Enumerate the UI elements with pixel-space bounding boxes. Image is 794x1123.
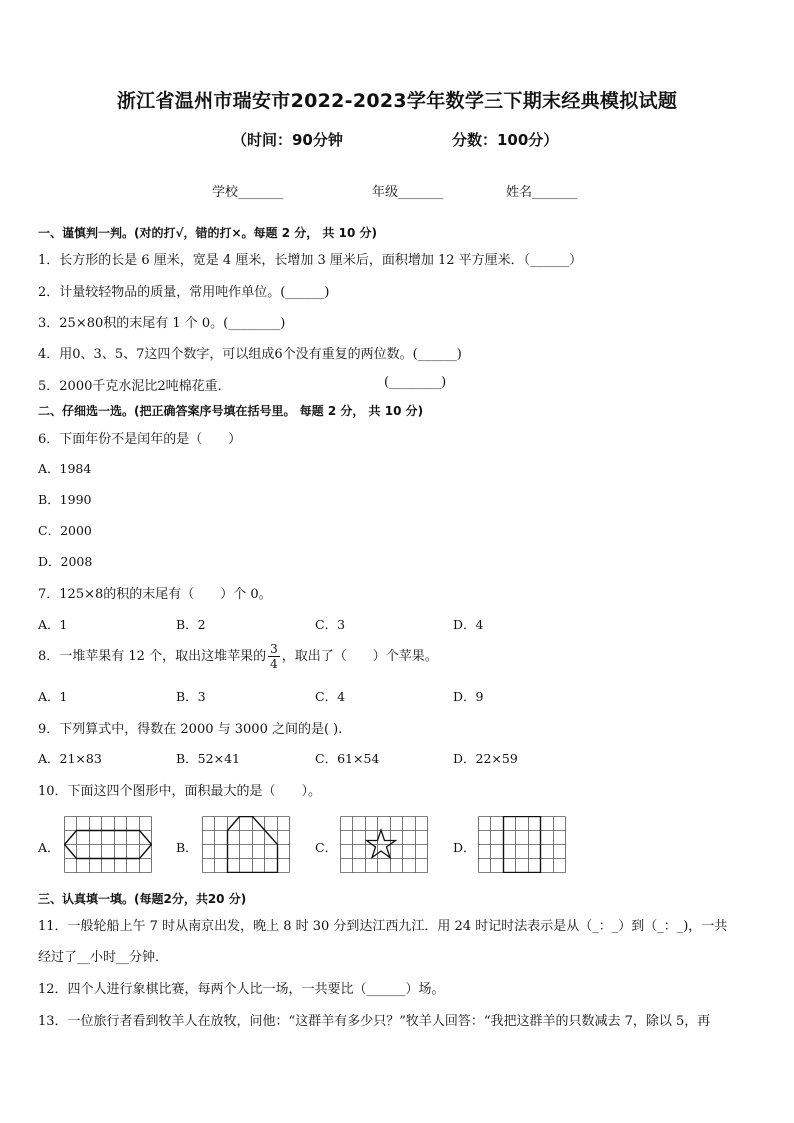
page-title: 浙江省温州市瑞安市2022-2023学年数学三下期末经典模拟试题 bbox=[116, 90, 678, 112]
fraction bbox=[268, 642, 280, 671]
question-8 bbox=[38, 642, 438, 671]
grade-field: 年级_______ bbox=[372, 185, 444, 200]
question-12: 12．四个人进行象棋比赛，每两个人比一场，一共要比（______）场。 bbox=[38, 982, 445, 997]
q8-option-d: D．9 bbox=[453, 689, 484, 704]
q6-option-a: A．1984 bbox=[38, 461, 92, 476]
question-10: 10．下面这四个图形中，面积最大的是（ ）。 bbox=[38, 784, 322, 799]
q7-option-d: D．4 bbox=[453, 617, 484, 632]
q10-label-b: B． bbox=[176, 840, 198, 855]
fraction-denominator: 4 bbox=[270, 657, 278, 671]
q9-option-d: D．22×59 bbox=[453, 751, 518, 766]
q8-option-c: C．4 bbox=[315, 689, 346, 704]
q10-label-a: A． bbox=[38, 840, 60, 855]
question-5: 5．2000千克水泥比2吨棉花重． bbox=[38, 379, 231, 394]
question-11: 11．一般轮船上午 7 时从南京出发，晚上 8 时 30 分到达江西九江．用 24 时记时法表示是从（_：_）到（_：_)，一共 bbox=[38, 919, 728, 934]
q7-option-b: B．2 bbox=[176, 617, 206, 632]
section-2-heading: 二、仔细选一选。(把正确答案序号填在括号里。 每题 2 分， 共 10 分) bbox=[38, 404, 424, 418]
question-13: 13．一位旅行者看到牧羊人在放牧，问他：“这群羊有多少只？”牧羊人回答：“我把这群羊的只数减去 7，除以 5，再 bbox=[38, 1014, 711, 1029]
exam-score: 分数：100分） bbox=[452, 131, 559, 149]
question-8-text-a: 8．一堆苹果有 12 个，取出这堆苹果的 bbox=[38, 649, 267, 664]
figure-d-rectangle bbox=[478, 816, 566, 873]
q8-option-b: B．3 bbox=[176, 689, 206, 704]
figure-a-hexagon bbox=[64, 816, 152, 873]
q10-label-d: D． bbox=[453, 840, 476, 855]
exam-time: （时间：90分钟 bbox=[232, 131, 343, 149]
q9-option-c: C．61×54 bbox=[315, 751, 380, 766]
school-field: 学校_______ bbox=[212, 185, 284, 200]
question-8-text-b: ，取出了（ ）个苹果。 bbox=[281, 649, 438, 664]
q6-option-b: B．1990 bbox=[38, 492, 92, 507]
question-2: 2．计量较轻物品的质量，常用吨作单位。(______) bbox=[38, 285, 330, 300]
section-1-heading: 一、谨慎判一判。(对的打√，错的打×。每题 2 分， 共 10 分) bbox=[38, 226, 377, 240]
q8-option-a: A．1 bbox=[38, 689, 68, 704]
figure-b-pentagon bbox=[202, 816, 290, 873]
question-9: 9．下列算式中，得数在 2000 与 3000 之间的是( ). bbox=[38, 722, 343, 737]
name-field: 姓名_______ bbox=[506, 185, 578, 200]
question-11-cont: 经过了__小时__分钟． bbox=[38, 950, 169, 965]
question-1: 1．长方形的长是 6 厘米，宽是 4 厘米，长增加 3 厘米后，面积增加 12 平方厘米．（______） bbox=[38, 253, 583, 268]
figure-c-star bbox=[340, 816, 428, 873]
fraction-numerator: 3 bbox=[270, 642, 278, 656]
question-3: 3．25×80积的末尾有 1 个 0。(________) bbox=[38, 316, 286, 331]
question-5-blank: (________) bbox=[384, 375, 447, 390]
section-3-heading: 三、认真填一填。(每题2分，共20 分) bbox=[38, 892, 247, 906]
q10-label-c: C． bbox=[315, 840, 338, 855]
q9-option-a: A．21×83 bbox=[38, 751, 102, 766]
q7-option-a: A．1 bbox=[38, 617, 68, 632]
q6-option-d: D．2008 bbox=[38, 554, 93, 569]
q9-option-b: B．52×41 bbox=[176, 751, 240, 766]
q7-option-c: C．3 bbox=[315, 617, 346, 632]
question-6: 6．下面年份不是闰年的是（ ） bbox=[38, 432, 242, 447]
q6-option-c: C．2000 bbox=[38, 523, 92, 538]
question-4: 4．用0、3、5、7这四个数字，可以组成6个没有重复的两位数。(______) bbox=[38, 347, 462, 362]
question-7: 7．125×8的积的末尾有（ ）个 0。 bbox=[38, 587, 272, 602]
